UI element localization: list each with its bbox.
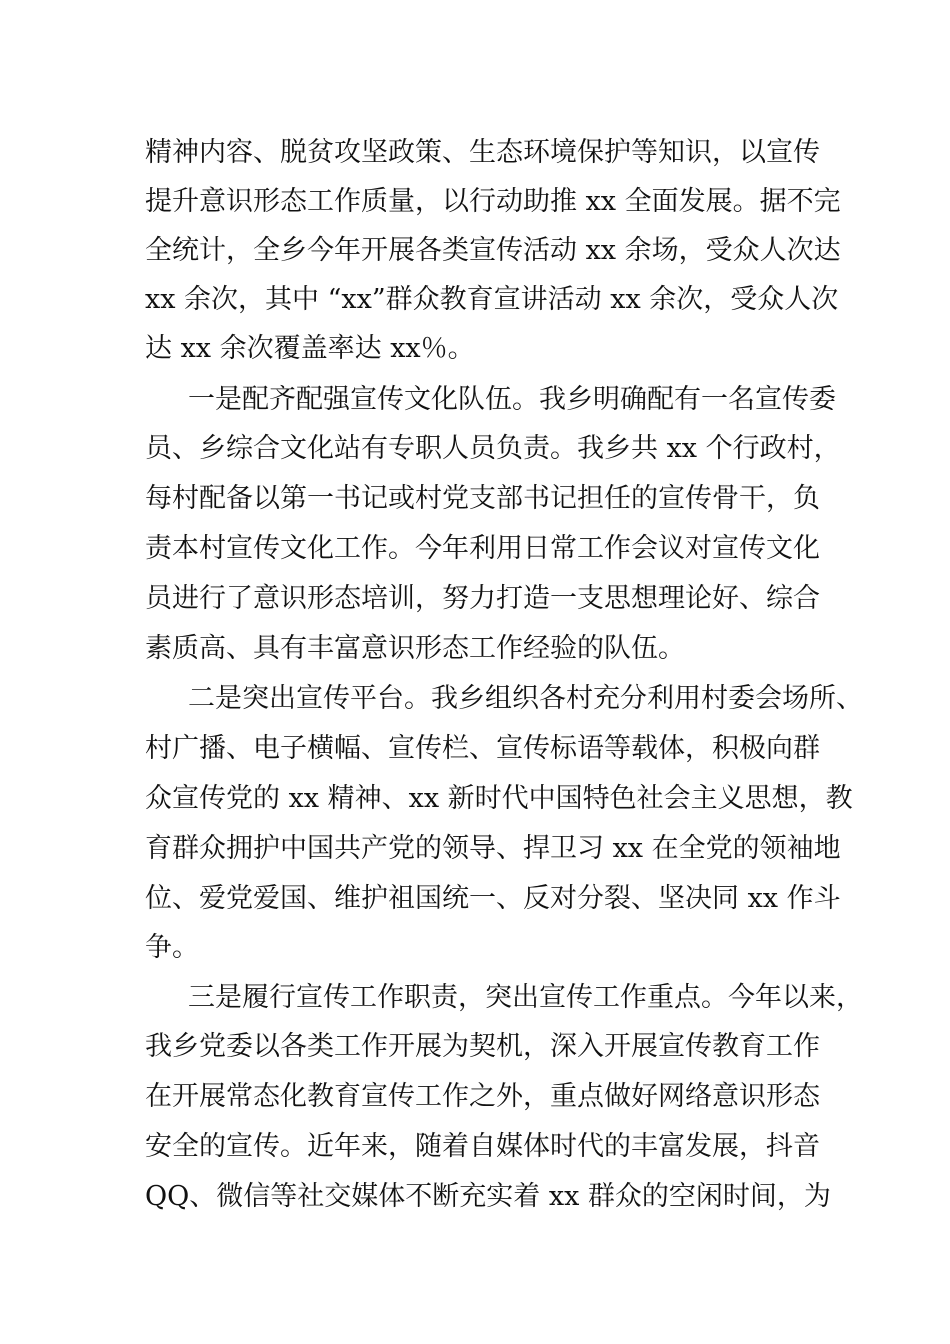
- text-line: 达 xx 余次覆盖率达 xx％。: [145, 333, 475, 364]
- text-line: 育群众拥护中国共产党的领导、捍卫习 xx 在全党的领袖地: [145, 833, 841, 864]
- text-line: 全统计，全乡今年开展各类宣传活动 xx 余场，受众人次达: [145, 235, 841, 266]
- text-line: 村广播、电子横幅、宣传栏、宣传标语等载体，积极向群: [145, 733, 820, 764]
- text-line: 我乡党委以各类工作开展为契机，深入开展宣传教育工作: [145, 1031, 820, 1062]
- text-line: 员、乡综合文化站有专职人员负责。我乡共 xx 个行政村，: [145, 433, 841, 464]
- text-line: 员进行了意识形态培训，努力打造一支思想理论好、综合: [145, 583, 820, 614]
- text-line: 争。: [145, 932, 199, 963]
- text-line: 责本村宣传文化工作。今年利用日常工作会议对宣传文化: [145, 533, 820, 564]
- text-line: 精神内容、脱贫攻坚政策、生态环境保护等知识，以宣传: [145, 137, 820, 168]
- text-line: 素质高、具有丰富意识形态工作经验的队伍。: [145, 633, 685, 664]
- text-line: 提升意识形态工作质量，以行动助推 xx 全面发展。据不完: [145, 186, 841, 217]
- text-line: QQ、微信等社交媒体不断充实着 xx 群众的空闲时间，为: [145, 1181, 831, 1212]
- paragraph-start-line: 二是突出宣传平台。我乡组织各村充分利用村委会场所、: [188, 683, 863, 714]
- paragraph-start-line: 三是履行宣传工作职责，突出宣传工作重点。今年以来，: [188, 982, 863, 1013]
- text-line: 安全的宣传。近年来，随着自媒体时代的丰富发展，抖音: [145, 1131, 820, 1162]
- text-line: 在开展常态化教育宣传工作之外，重点做好网络意识形态: [145, 1081, 820, 1112]
- text-line: xx 余次，其中 “xx”群众教育宣讲活动 xx 余次，受众人次: [145, 284, 839, 315]
- text-line: 每村配备以第一书记或村党支部书记担任的宣传骨干，负: [145, 483, 820, 514]
- text-line: 位、爱党爱国、维护祖国统一、反对分裂、坚决同 xx 作斗: [145, 883, 841, 914]
- text-line: 众宣传党的 xx 精神、xx 新时代中国特色社会主义思想，教: [145, 783, 853, 814]
- paragraph-start-line: 一是配齐配强宣传文化队伍。我乡明确配有一名宣传委: [188, 384, 836, 415]
